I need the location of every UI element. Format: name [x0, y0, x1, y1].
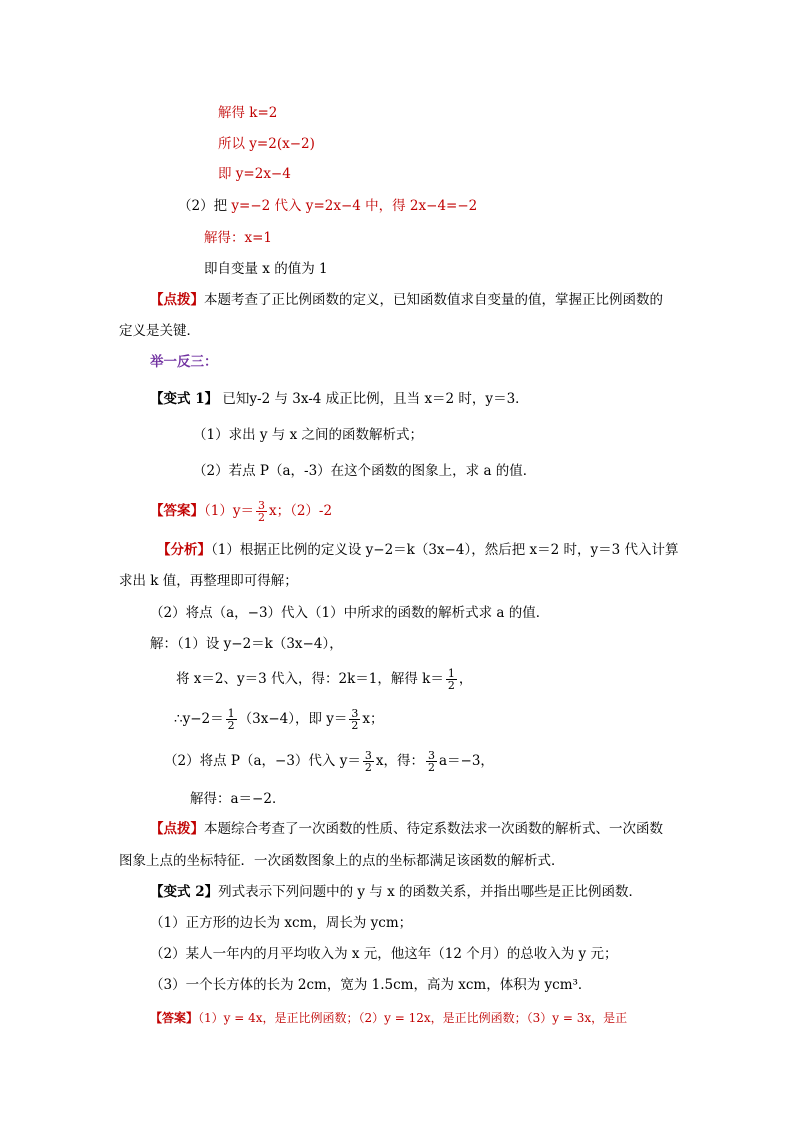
variant-1-answer: 【答案】（1）y＝ $\frac{3}{2}$ x；（2）-2	[150, 499, 333, 524]
tip-label-2: 【点拨】	[150, 821, 204, 837]
analysis-line-3: （2）将点（a，−3）代入（1）中所求的函数的解析式求 a 的值．	[150, 605, 550, 621]
tip-2-line-2: 图象上点的坐标特征．一次函数图象上的点的坐标都满足该函数的解析式．	[119, 853, 565, 869]
fraction-three-halves: $\frac{3}{2}$	[257, 499, 265, 524]
tip-2-line-1: 【点拨】本题综合考查了一次函数的性质、待定系数法求一次函数的解析式、一次函数	[150, 821, 663, 837]
variant-2-part-3: （3）一个长方体的长为 2cm，宽为 1.5cm，高为 xcm，体积为 ycm³．	[150, 977, 592, 993]
fraction-one-half: $\frac{1}{2}$	[447, 667, 455, 692]
fraction-three-halves-3: $\frac{3}{2}$	[364, 749, 372, 774]
answer-label-2: 【答案】	[150, 1011, 199, 1025]
tip-1-line-1: 【点拨】本题考查了正比例函数的定义，已知函数值求自变量的值，掌握正比例函数的	[150, 292, 663, 308]
fraction-three-halves-4: $\frac{3}{2}$	[427, 749, 435, 774]
line-part2-substitute: （2）把 y=−2 代入 y=2x−4 中，得 2x−4=−2	[178, 198, 478, 214]
solution-line-1: 解：（1）设 y−2＝k（3x−4），	[150, 636, 343, 652]
variant-1-part-1: （1）求出 y 与 x 之间的函数解析式；	[193, 427, 423, 443]
tip-label: 【点拨】	[150, 292, 204, 308]
analysis-line-1: 【分析】（1）根据正比例的定义设 y−2＝k（3x−4），然后把 x＝2 时，y＝3 代入计算	[157, 542, 679, 558]
variant-1-label: 【变式 1】	[150, 391, 219, 407]
variant-2-answer: 【答案】（1）y = 4x，是正比例函数；（2）y = 12x，是正比例函数；（3）y = 3x，是正	[150, 1011, 628, 1025]
solution-line-3: ∴y−2＝ $\frac{1}{2}$ （3x−4），即 y＝ $\frac{3}{2}$ x；	[174, 707, 384, 732]
tip-1-line-2: 定义是关键．	[119, 323, 200, 339]
analysis-label: 【分析】	[157, 542, 211, 558]
line-solve-k: 解得 k=2	[218, 105, 278, 121]
variant-2-question: 【变式 2】列式表示下列问题中的 y 与 x 的函数关系，并指出哪些是正比例函数．	[150, 884, 642, 900]
variant-2-part-2: （2）某人一年内的月平均收入为 x 元，他这年（12 个月）的总收入为 y 元；	[150, 946, 618, 962]
fraction-three-halves-2: $\frac{3}{2}$	[351, 707, 359, 732]
answer-label: 【答案】	[150, 503, 204, 519]
line-i-e-y: 即 y=2x−4	[218, 166, 291, 182]
variant-1-part-2: （2）若点 P（a，-3）在这个函数的图象上，求 a 的值．	[193, 463, 537, 479]
section-heading: 举一反三：	[150, 354, 218, 370]
variant-2-part-1: （1）正方形的边长为 xcm，周长为 ycm；	[150, 915, 413, 931]
line-solve-x: 解得：x=1	[204, 230, 273, 246]
line-so-y: 所以 y=2(x−2)	[218, 136, 315, 152]
analysis-line-2: 求出 k 值，再整理即可得解；	[119, 573, 298, 589]
line-x-value: 即自变量 x 的值为 1	[204, 261, 328, 277]
solution-line-2: 将 x＝2、y＝3 代入，得：2k＝1，解得 k＝ $\frac{1}{2}$ ，	[176, 667, 473, 692]
fraction-one-half-2: $\frac{1}{2}$	[227, 707, 235, 732]
variant-1-question: 【变式 1】 已知y-2 与 3x-4 成正比例，且当 x＝2 时，y＝3．	[150, 391, 529, 407]
variant-2-label: 【变式 2】	[150, 884, 219, 900]
solution-line-5: 解得：a＝−2．	[190, 791, 286, 807]
solution-line-4: （2）将点 P（a，−3）代入 y＝ $\frac{3}{2}$ x，得： $\frac{3}{2}$ a＝−3，	[164, 749, 494, 774]
